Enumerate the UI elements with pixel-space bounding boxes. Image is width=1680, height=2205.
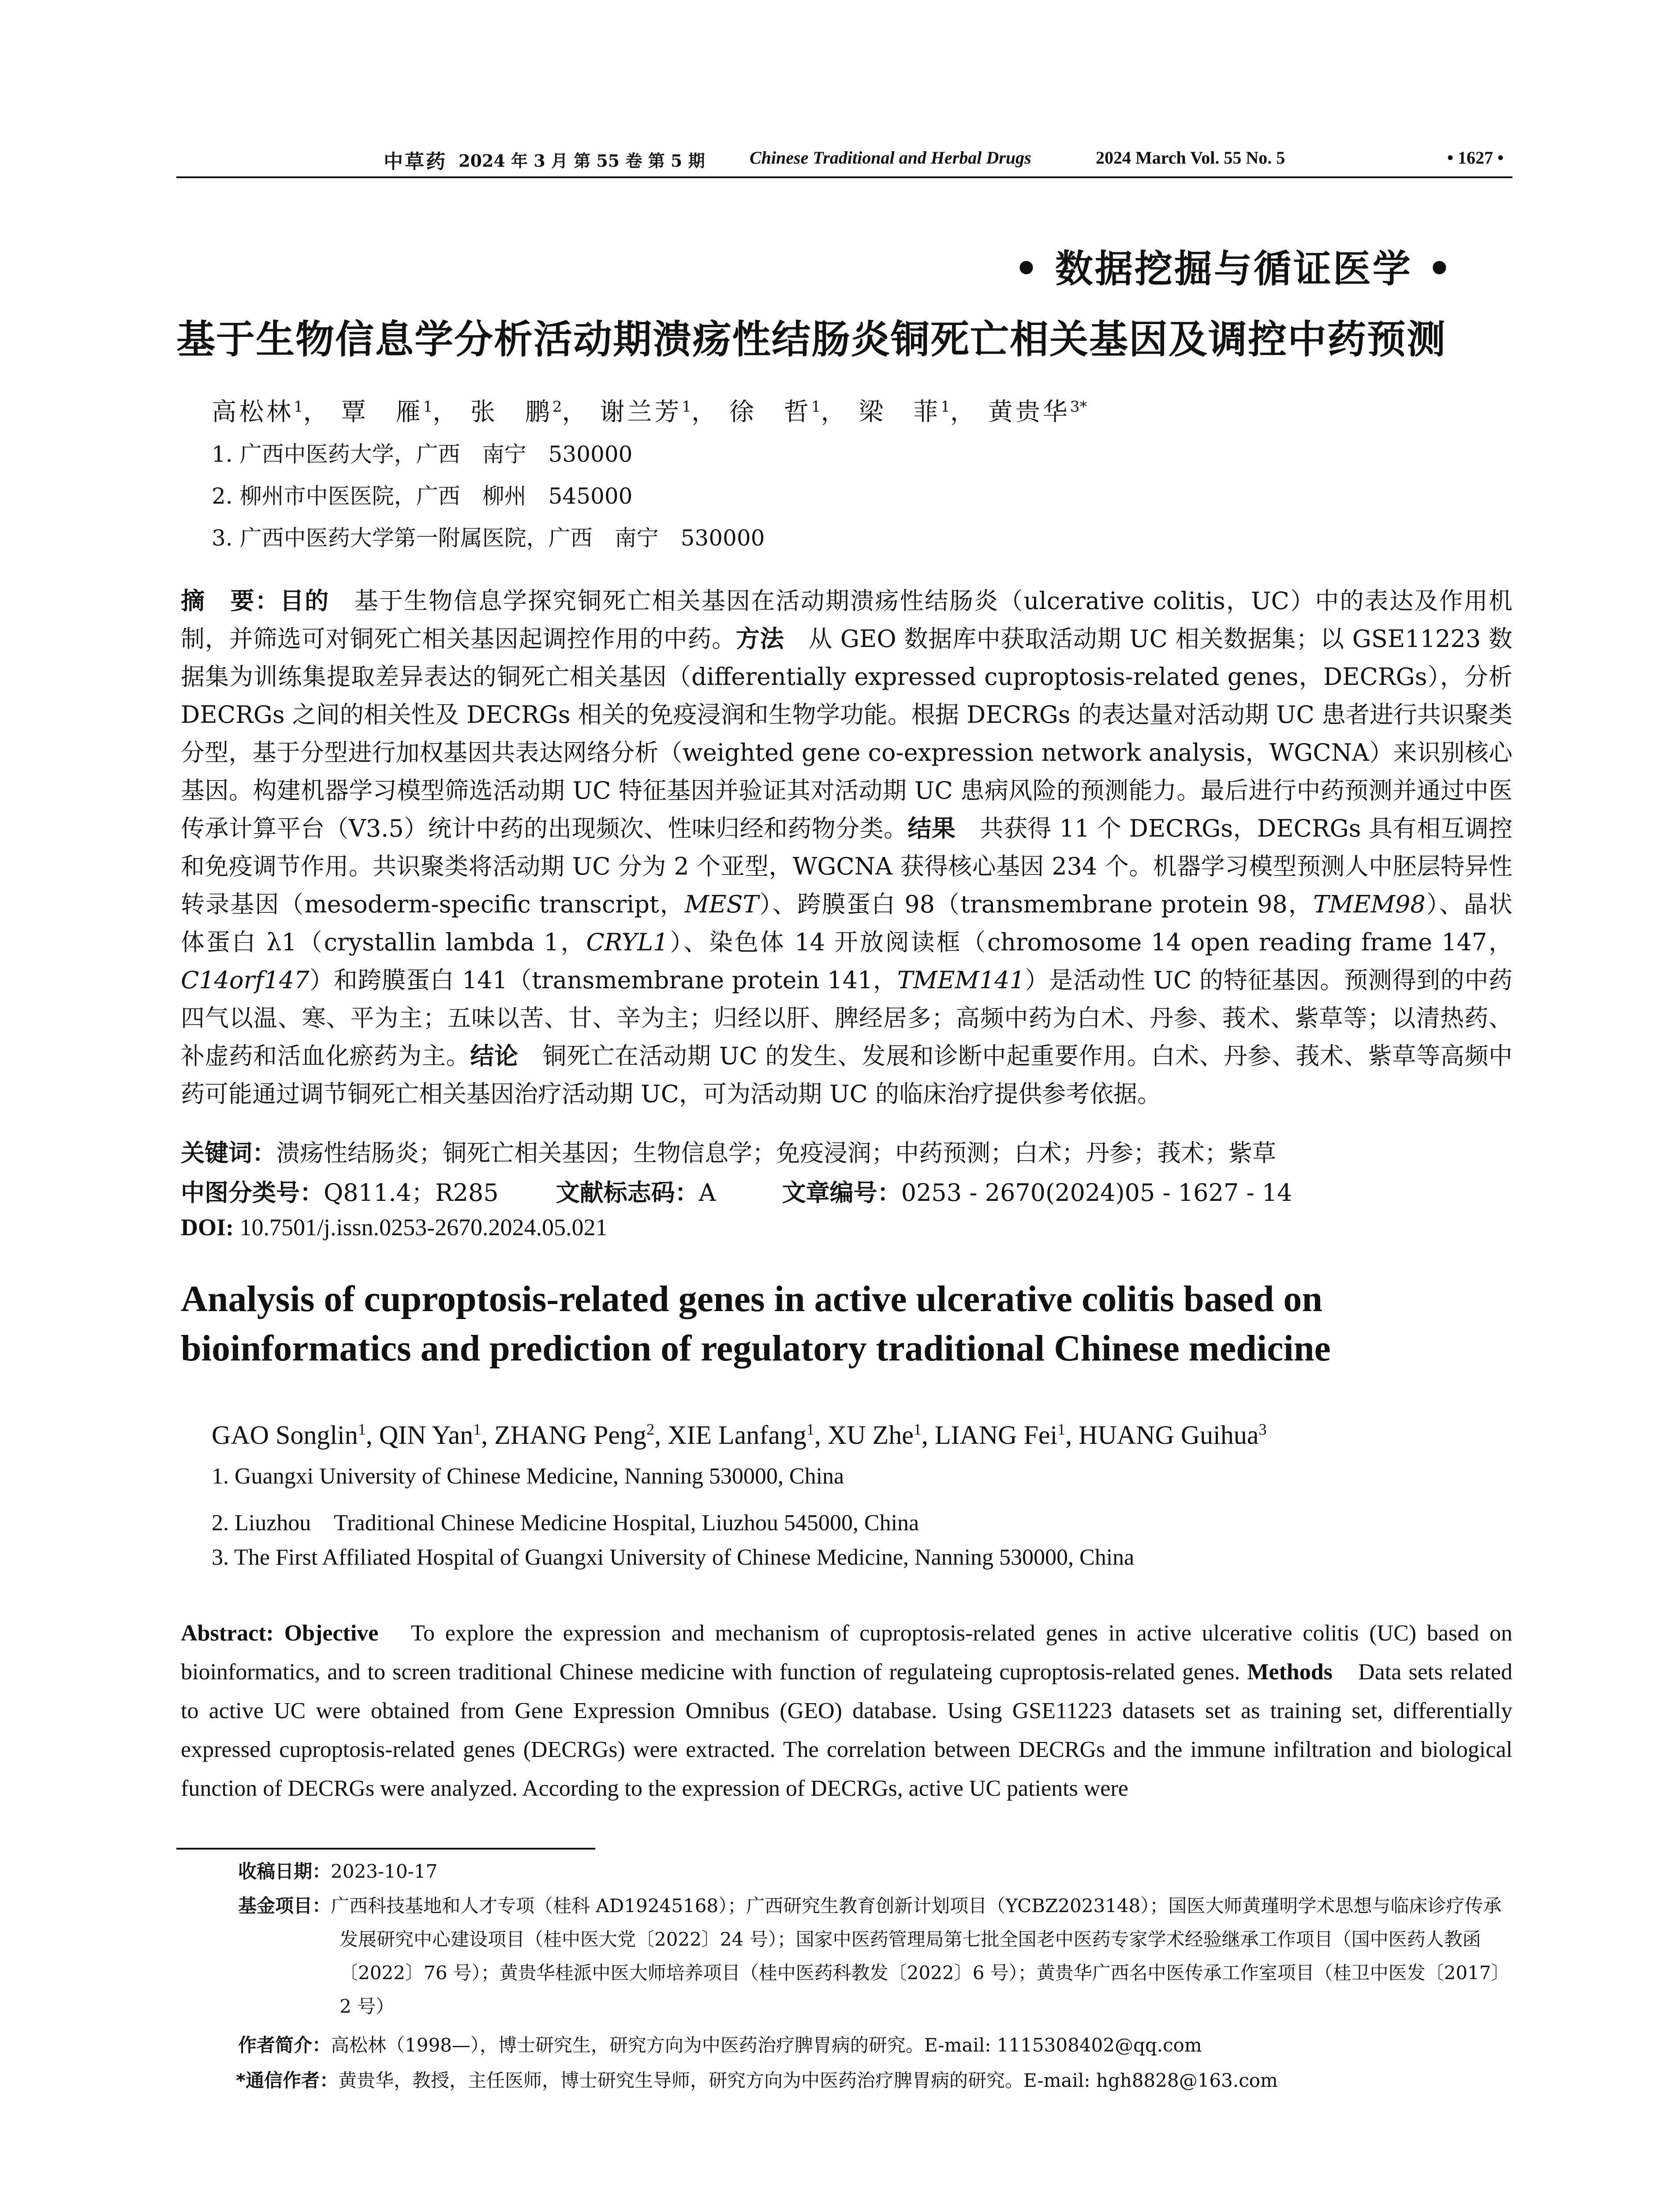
cn-abstract	[181, 582, 1512, 1113]
en-affiliation: 2. Liuzhou Traditional Chinese Medicine Hospital, Liuzhou 545000, China	[212, 1510, 919, 1536]
cn-affiliation: 3. 广西中医药大学第一附属医院，广西 南宁 530000	[212, 525, 765, 551]
author-name: , XIE Lanfang	[654, 1420, 806, 1450]
objective-label: 目的	[280, 587, 330, 615]
keywords	[181, 1134, 1276, 1168]
author-name: 黄贵华	[988, 398, 1070, 426]
doi-label: DOI:	[181, 1214, 234, 1241]
header-rule	[176, 176, 1512, 178]
corr-text: 黄贵华，教授，主任医师，博士研究生导师，研究方向为中医药治疗脾胃病的研究。E-mail: hgh8828@163.com	[338, 2070, 1278, 2091]
author-sup: 1	[811, 398, 821, 416]
author-name: , HUANG Guihua	[1065, 1420, 1259, 1450]
bio-label: 作者简介：	[238, 2034, 331, 2056]
keywords-text: 溃疡性结肠炎；铜死亡相关基因；生物信息学；免疫浸润；中药预测；白术；丹参；莪术；紫草	[276, 1139, 1276, 1167]
author-name: , ZHANG Peng	[481, 1420, 647, 1450]
gene-name: TMEM141	[897, 966, 1025, 994]
author-name: , XU Zhe	[814, 1420, 914, 1450]
author-name: 覃 雁	[341, 398, 423, 426]
en-affiliation: 3. The First Affiliated Hospital of Guangxi University of Chinese Medicine, Nanning 530000, China	[212, 1545, 1135, 1570]
en-journal-name: Chinese Traditional and Herbal Drugs	[750, 148, 1031, 168]
author-name: 徐 哲	[729, 398, 811, 426]
author-sup: 2	[646, 1420, 655, 1438]
cn-affiliation: 2. 柳州市中医医院，广西 柳州 545000	[212, 483, 633, 509]
author-sup: 1	[1057, 1420, 1066, 1438]
en-title: Analysis of cuproptosis-related genes in active ulcerative colitis based on bioinformatics and prediction of regulatory traditional Chinese medicine	[181, 1278, 1331, 1369]
footnote-rule	[176, 1848, 595, 1850]
en-abstract	[181, 1614, 1512, 1808]
author-sup: 1	[806, 1420, 814, 1438]
received-label: 收稿日期：	[238, 1861, 331, 1882]
gene-name: CRYL1	[586, 928, 668, 956]
author-name: 梁 菲	[859, 398, 941, 426]
doc-code-label: 文献标志码：	[556, 1179, 699, 1207]
author-name: 高松林	[212, 398, 294, 426]
result-text: ）、跨膜蛋白 98（transmembrane protein 98，	[758, 890, 1313, 918]
result-text: ）是活动性 UC 的特征基因。预测得到的中药四气以温、寒、平为主；五味以苦、甘、辛为主；归经以肝、脾经居多；高频中药为白术、丹参、莪术、紫草等；以清热药、补虚药和活血化瘀药为主。	[181, 966, 1513, 1070]
article-no-label: 文章编号：	[782, 1179, 901, 1207]
result-label: 结果	[907, 815, 956, 842]
author-sup: 1	[941, 398, 950, 416]
en-methods-label: Methods	[1247, 1659, 1333, 1685]
clc-label: 中图分类号：	[181, 1179, 324, 1207]
corr-label: *通信作者：	[236, 2070, 338, 2091]
author-sup: 1	[473, 1420, 482, 1438]
result-text: ）、染色体 14 开放阅读框（chromosome 14 open reading frame 147，	[668, 928, 1512, 956]
doc-code-value: A	[698, 1179, 716, 1207]
funding-text: 广西科技基地和人才专项（桂科 AD19245168）；广西研究生教育创新计划项目（YCBZ2023148）；国医大师黄瑾明学术思想与临床诊疗传承发展研究中心建设项目（桂中医大党〔2022〕24 号）；国家中医药管理局第七批全国老中医药专家学术经验继承工作项目（国中医药人教函〔2022〕76 号）；黄贵华桂派中医大师培养项目（桂中医药科教发〔2022〕6 号）；黄贵华广西名中医传承工作室项目（桂卫中医发〔2017〕2 号）	[331, 1895, 1510, 2017]
bio-text: 高松林（1998—），博士研究生，研究方向为中医药治疗脾胃病的研究。E-mail: 1115308402@qq.com	[331, 2034, 1202, 2056]
clc-value: Q811.4；R285	[324, 1179, 499, 1207]
en-affiliation: 1. Guangxi University of Chinese Medicine, Nanning 530000, China	[212, 1464, 844, 1489]
footnote-corresponding	[236, 2064, 1510, 2097]
author-sup: 1	[294, 398, 303, 416]
conclusion-text: 铜死亡在活动期 UC 的发生、发展和诊断中起重要作用。白术、丹参、莪术、紫草等高频中药可能通过调节铜死亡相关基因治疗活动期 UC，可为活动期 UC 的临床治疗提供参考依据。	[181, 1042, 1513, 1108]
author-name: , QIN Yan	[366, 1420, 474, 1450]
en-abstract-label: Abstract: Objective	[181, 1621, 379, 1646]
author-name: , LIANG Fei	[921, 1420, 1058, 1450]
cn-issue: 2024 年 3 月 第 55 卷 第 5 期	[459, 151, 705, 171]
author-sup: 1	[682, 398, 691, 416]
objective-text: 基于生物信息学探究铜死亡相关基因在活动期溃疡性结肠炎（ulcerative colitis，UC）中的表达及作用机制，并筛选可对铜死亡相关基因起调控作用的中药。	[181, 587, 1512, 653]
author-sup: 3	[1258, 1420, 1267, 1438]
running-header	[176, 146, 1512, 176]
author-sup: 1	[358, 1420, 366, 1438]
result-text: ）、晶状体蛋白 λ1（crystallin lambda 1，	[181, 890, 1512, 956]
conclusion-label: 结论	[470, 1042, 519, 1070]
en-methods-text: Data sets related to active UC were obtained from Gene Expression Omnibus (GEO) database. Using GSE11223 datasets set as training set, differentially expressed cuproptosis-related genes (DECRGs) were extracted. The correlation between DECRGs and the immune infiltration and biological function of DECRGs were analyzed. According to the expression of DECRGs, active UC patients were	[181, 1659, 1512, 1801]
author-sup: 1	[913, 1420, 922, 1438]
funding-label: 基金项目：	[238, 1895, 331, 1917]
cn-title: 基于生物信息学分析活动期溃疡性结肠炎铜死亡相关基因及调控中药预测	[176, 317, 1447, 362]
result-text: ）和跨膜蛋白 141（transmembrane protein 141，	[309, 966, 897, 994]
journal-logo: 中草药	[384, 150, 447, 173]
en-authors	[212, 1420, 1266, 1450]
method-text: 从 GEO 数据库中获取活动期 UC 相关数据集；以 GSE11223 数据集为训练集提取差异表达的铜死亡相关基因（differentially expressed cuproptosis-related genes，DECRGs），分析 DECRGs 之间的相关性及 DECRGs 相关的免疫浸润和生物学功能。根据 DECRGs 的表达量对活动期 UC 患者进行共识聚类分型，基于分型进行加权基因共表达网络分析（weighted gene co-expression network analysis，WGCNA）来识别核心基因。构建机器学习模型筛选活动期 UC 特征基因并验证其对活动期 UC 患病风险的预测能力。最后进行中药预测并通过中医传承计算平台（V3.5）统计中药的出现频次、性味归经和药物分类。	[181, 625, 1513, 842]
author-sup: 1	[423, 398, 433, 416]
gene-name: C14orf147	[181, 966, 310, 994]
gene-name: TMEM98	[1313, 890, 1426, 918]
author-name: 谢兰芳	[600, 398, 682, 426]
article-no-value: 0253 - 2670(2024)05 - 1627 - 14	[901, 1179, 1292, 1207]
doi	[181, 1214, 608, 1241]
en-objective-text: To explore the expression and mechanism of cuproptosis-related genes in active ulcerative colitis (UC) based on bioinformatics, and to screen traditional Chinese medicine with function of regulateing cuproptosis-related genes.	[181, 1621, 1512, 1685]
abstract-label: 摘 要：	[181, 587, 280, 615]
page-number: • 1627 •	[1447, 148, 1504, 168]
cn-authors: 高松林$^1$， 覃 雁$^1$， 张 鹏$^2$， 谢兰芳$^1$， 徐 哲$^1$， 梁 菲$^1$， 黄贵华$^{3*}$	[212, 398, 1087, 426]
method-label: 方法	[735, 625, 784, 653]
keywords-label: 关键词：	[181, 1139, 276, 1167]
section-label: • 数据挖掘与循证医学 •	[1014, 247, 1453, 291]
footnote-received	[238, 1855, 1512, 1888]
doi-value: 10.7501/j.issn.0253-2670.2024.05.021	[234, 1214, 608, 1241]
author-name: GAO Songlin	[212, 1420, 358, 1450]
gene-name: MEST	[684, 890, 759, 918]
en-issue: 2024 March Vol. 55 No. 5	[1096, 148, 1285, 168]
author-sup: 3*	[1070, 398, 1087, 416]
result-text: 共获得 11 个 DECRGs，DECRGs 具有相互调控和免疫调节作用。共识聚类将活动期 UC 分为 2 个亚型，WGCNA 获得核心基因 234 个。机器学习模型预测人中胚层特异性转录基因（mesoderm-specific transcript，	[181, 815, 1513, 918]
classification-line	[181, 1174, 1292, 1208]
cn-affiliation: 1. 广西中医药大学，广西 南宁 530000	[212, 441, 633, 467]
author-name: 张 鹏	[470, 398, 553, 426]
footnote-funding	[238, 1889, 1512, 2023]
received-date: 2023-10-17	[331, 1861, 438, 1882]
author-sup: 2	[552, 398, 562, 416]
footnote-author-bio	[238, 2029, 1512, 2062]
